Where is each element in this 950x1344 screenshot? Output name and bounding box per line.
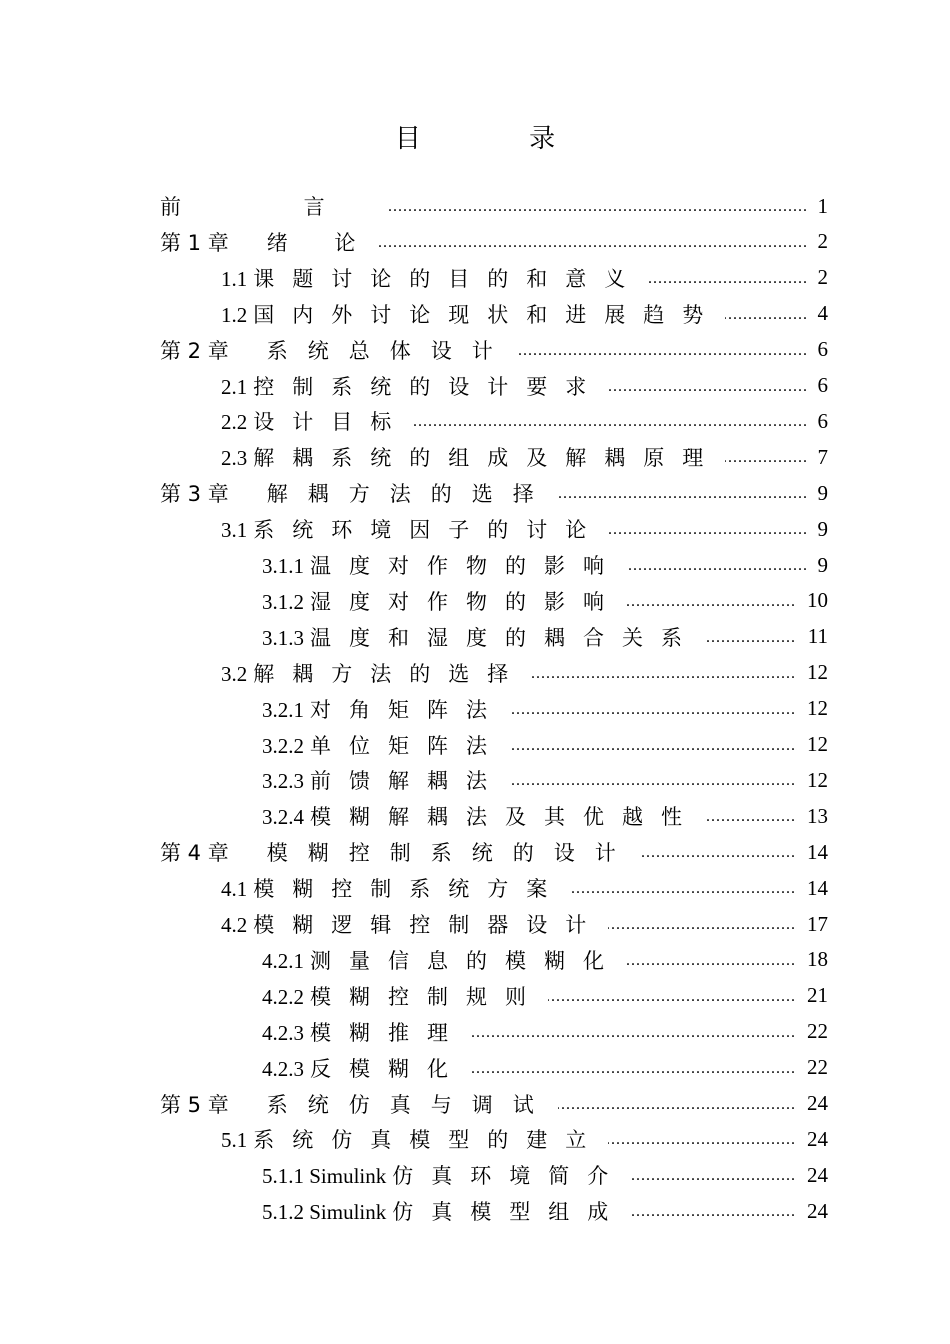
toc-entry-number: 4.1 (221, 877, 248, 902)
toc-dot-leader (608, 1129, 796, 1149)
toc-entry-title: 仿真模型组成 (392, 1200, 627, 1225)
toc-page-number: 7 (817, 444, 828, 469)
toc-entry-number: 4.2.3 (262, 1056, 304, 1081)
toc-page-number: 14 (807, 839, 828, 864)
toc-dot-leader (530, 663, 796, 683)
toc-dot-leader (413, 411, 808, 431)
toc-section-entry[interactable] (262, 762, 828, 798)
toc-entry-title: 设计目标 (253, 410, 410, 435)
toc-entry-number: 1.2 (221, 302, 248, 327)
toc-page-number: 14 (807, 875, 828, 900)
toc-entry-label (221, 1124, 604, 1154)
toc-entry-label (262, 1017, 466, 1047)
toc-entry-title: 控制系统的设计要求 (253, 374, 605, 399)
toc-page-number: 22 (807, 1019, 828, 1044)
toc-dot-leader (630, 1201, 796, 1221)
page-title: 目 录 (394, 124, 606, 154)
toc-entry-label (262, 1053, 466, 1083)
toc-entry-title: 解耦方法的选择 (266, 482, 554, 507)
toc-page-number: 24 (807, 1126, 828, 1151)
toc-entry-label (262, 765, 505, 795)
toc-entry-number: 5.1.1 Simulink (262, 1164, 387, 1189)
toc-dot-leader (725, 447, 808, 467)
toc-section-entry[interactable] (221, 1121, 828, 1157)
toc-entry-label (160, 1089, 554, 1119)
toc-section-entry[interactable] (262, 1193, 828, 1229)
toc-chapter-entry[interactable] (160, 224, 828, 260)
toc-entry-number: 2.2 (221, 410, 248, 435)
toc-page-number: 21 (807, 983, 828, 1008)
toc-entry-number: 4.2 (221, 913, 248, 937)
toc-dot-leader (558, 1094, 796, 1114)
toc-entry-number: 第 3 章 (160, 482, 229, 507)
toc-dot-leader (626, 950, 796, 970)
toc-entry-label (262, 586, 622, 616)
toc-entry-label (221, 909, 604, 939)
toc-entry-number: 第 2 章 (160, 338, 229, 363)
toc-page-number: 6 (817, 408, 828, 433)
toc-page-number: 9 (817, 552, 828, 577)
toc-entry-number: 3.2 (221, 661, 248, 686)
toc-entry-label (262, 801, 700, 831)
toc-dot-leader (704, 806, 796, 826)
toc-entry-number: 1.1 (221, 266, 248, 291)
toc-dot-leader (558, 483, 808, 503)
toc-page-number: 12 (807, 660, 828, 685)
toc-section-entry[interactable] (221, 260, 828, 296)
toc-entry-title: 对角矩阵法 (310, 697, 505, 722)
toc-chapter-entry[interactable] (160, 1086, 828, 1122)
toc-entry-label (262, 981, 544, 1011)
toc-entry-title: 系统总体设计 (266, 338, 513, 363)
toc-entry-number: 第 4 章 (160, 841, 229, 866)
toc-dot-leader (509, 699, 796, 719)
toc-dot-leader (608, 376, 808, 396)
toc-section-entry[interactable] (262, 1050, 828, 1086)
toc-entry-title: 前 言 (160, 195, 383, 219)
toc-section-entry[interactable] (262, 547, 828, 583)
toc-entry-label (221, 442, 721, 472)
toc-entry-title: 模糊控制系统的设计 (266, 841, 636, 866)
toc-dot-leader (569, 878, 796, 898)
toc-entry-title: 系统环境因子的讨论 (253, 518, 605, 543)
toc-entry-title: 反模糊化 (310, 1056, 466, 1081)
toc-page-number: 13 (807, 803, 828, 828)
toc-entry-number: 3.2.2 (262, 733, 304, 758)
toc-entry-title: 前馈解耦法 (310, 769, 505, 794)
toc-dot-leader (640, 842, 796, 862)
toc-entry-title: 模糊解耦法及其优越性 (310, 805, 700, 830)
toc-dot-leader (704, 627, 796, 647)
toc-page-number: 12 (807, 767, 828, 792)
toc-page-number: 22 (807, 1055, 828, 1080)
toc-entry-title: 解耦系统的组成及解耦原理 (253, 446, 722, 471)
toc-entry-label (160, 191, 383, 221)
toc-entry-title: 国内外讨论现状和进展趋势 (253, 302, 722, 327)
toc-page-number: 2 (817, 265, 828, 290)
toc-page-number: 17 (807, 911, 828, 936)
toc-entry-title: 模糊推理 (310, 1020, 466, 1045)
toc-entry-title: 模糊控制系统方案 (253, 877, 566, 902)
toc-entry-title: 模糊控制规则 (310, 984, 544, 1009)
toc-page-number: 4 (817, 301, 828, 326)
toc-section-entry[interactable] (221, 511, 828, 547)
toc-section-entry[interactable] (221, 296, 828, 332)
toc-entry-title: 绪 论 (266, 230, 376, 255)
toc-entry-title: 仿真环境简介 (392, 1164, 627, 1189)
toc-dot-leader (509, 735, 796, 755)
toc-page-number: 6 (817, 373, 828, 397)
toc-dot-leader (626, 591, 796, 611)
toc-chapter-entry[interactable] (160, 332, 828, 368)
toc-entry-number: 5.1.2 Simulink (262, 1200, 387, 1225)
toc-entry-label (160, 335, 513, 365)
toc-section-entry[interactable] (221, 368, 828, 404)
toc-chapter-entry[interactable] (160, 475, 828, 511)
toc-page-number: 24 (807, 1162, 828, 1187)
toc-entry-label (221, 263, 643, 293)
toc-entry-number: 4.2.3 (262, 1020, 304, 1045)
toc-entry-label (221, 658, 526, 688)
toc-entry-number: 3.2.3 (262, 769, 304, 794)
toc-page-number: 6 (817, 337, 828, 362)
toc-entry-label (221, 514, 604, 544)
toc-dot-leader (725, 304, 808, 324)
toc-section-entry[interactable] (262, 727, 828, 763)
toc-entry-title: 测量信息的模糊化 (310, 948, 622, 973)
toc-entry-number: 3.1 (221, 518, 248, 543)
toc-section-entry[interactable] (262, 1014, 828, 1050)
toc-entry-number: 3.1.2 (262, 589, 304, 614)
toc-entry-number: 3.1.3 (262, 625, 304, 650)
toc-entry-title: 系统仿真模型的建立 (253, 1128, 605, 1153)
toc-entry-number: 2.1 (221, 374, 248, 399)
toc-entry-title: 温度和湿度的耦合关系 (310, 625, 700, 650)
toc-dot-leader (379, 232, 808, 252)
toc-entry-number: 5.1 (221, 1128, 248, 1153)
toc-dot-leader (509, 770, 796, 790)
toc-section-entry[interactable] (262, 691, 828, 727)
toc-dot-leader (470, 1058, 796, 1078)
toc-page-number: 9 (817, 480, 828, 505)
toc-section-entry[interactable] (262, 619, 828, 655)
toc-dot-leader (608, 914, 796, 934)
toc-dot-leader (470, 1022, 796, 1042)
toc-entry-title: 解耦方法的选择 (253, 661, 527, 686)
toc-entry-number: 第 1 章 (160, 230, 229, 255)
toc-dot-leader (626, 555, 808, 575)
toc-entry-label (262, 550, 622, 580)
toc-entry-label (160, 478, 554, 508)
toc-section-entry[interactable] (221, 403, 828, 439)
toc-page-number: 9 (817, 516, 828, 541)
toc-dot-leader (517, 340, 808, 360)
toc-page-number: 12 (807, 696, 828, 721)
toc-chapter-entry[interactable] (160, 834, 828, 870)
toc-dot-leader (608, 519, 808, 539)
toc-entry-number: 3.2.1 (262, 697, 304, 722)
toc-section-entry[interactable] (262, 978, 828, 1014)
toc-page-number: 2 (817, 229, 828, 254)
toc-section-entry[interactable] (262, 1157, 828, 1193)
toc-section-entry[interactable] (221, 906, 828, 942)
toc-dot-leader (647, 268, 808, 288)
toc-entry-number: 3.1.1 (262, 554, 304, 578)
toc-entry-label (221, 873, 565, 903)
toc-entry-label (221, 371, 604, 401)
toc-entry-label (262, 730, 505, 760)
toc-page-number: 24 (807, 1091, 828, 1115)
toc-entry-title: 湿度对作物的影响 (310, 589, 622, 614)
toc-page-number: 11 (807, 624, 828, 649)
toc-page-number: 24 (807, 1198, 828, 1223)
toc-entry-number: 3.2.4 (262, 805, 304, 830)
toc-entry-label (262, 1160, 626, 1190)
toc-entry-number: 4.2.1 (262, 948, 304, 973)
toc-section-entry[interactable] (221, 870, 828, 906)
toc-entry-label (221, 406, 409, 436)
toc-chapter-entry[interactable] (160, 188, 828, 224)
toc-entry-label (160, 837, 636, 867)
toc-entry-label (262, 694, 505, 724)
toc-dot-leader (387, 196, 808, 216)
toc-page-number: 1 (817, 193, 828, 218)
toc-entry-label (221, 299, 721, 329)
toc-section-entry[interactable] (262, 798, 828, 834)
toc-dot-leader (630, 1165, 796, 1185)
toc-entry-label (262, 1196, 626, 1226)
toc-entry-title: 模糊逻辑控制器设计 (253, 913, 605, 937)
toc-section-entry[interactable] (262, 583, 828, 619)
toc-dot-leader (548, 986, 796, 1006)
toc-page-number: 18 (807, 947, 828, 972)
toc-entry-label (262, 945, 622, 975)
toc-page-number: 10 (807, 588, 828, 613)
toc-entry-title: 温度对作物的影响 (310, 554, 622, 578)
toc-entry-title: 系统仿真与调试 (266, 1092, 554, 1117)
toc-section-entry[interactable] (262, 942, 828, 978)
toc-section-entry[interactable] (221, 655, 828, 691)
toc-entry-title: 单位矩阵法 (310, 733, 505, 758)
toc-section-entry[interactable] (221, 439, 828, 475)
toc-entry-label (160, 227, 375, 257)
toc-entry-number: 4.2.2 (262, 984, 304, 1009)
toc-entry-number: 第 5 章 (160, 1092, 229, 1117)
toc-page-number: 12 (807, 732, 828, 756)
toc-entry-label (262, 622, 700, 652)
toc-entry-title: 课题讨论的目的和意义 (253, 266, 644, 291)
toc-entry-number: 2.3 (221, 446, 248, 471)
